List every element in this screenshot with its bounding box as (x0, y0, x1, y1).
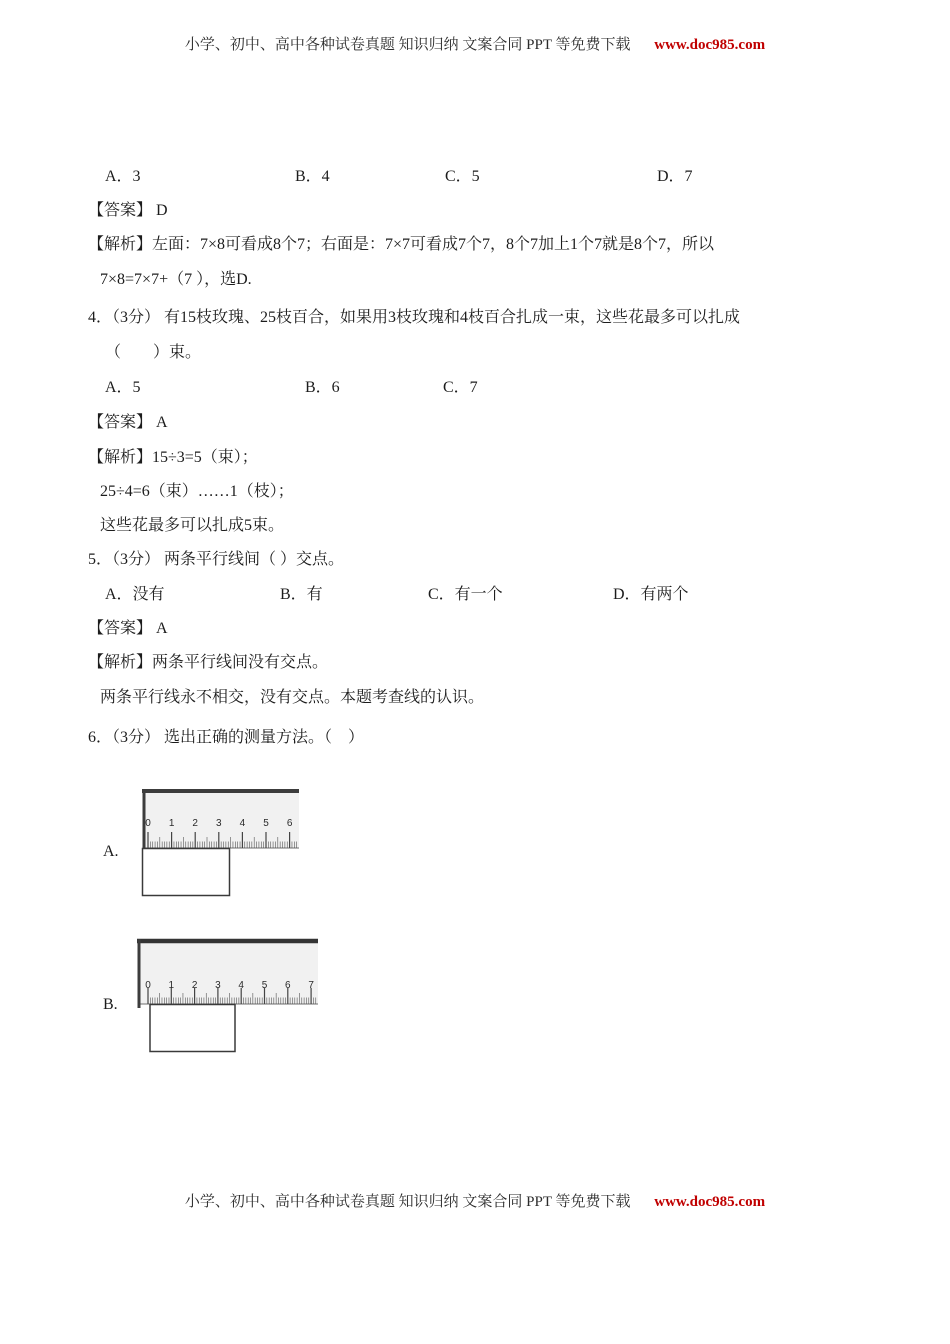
q4-options-row (88, 376, 862, 400)
footer-text: 小学、初中、高中各种试卷真题 知识归纳 文案合同 PPT 等免费下载 (184, 1194, 631, 1210)
q3-analysis-1: 【解析】左面：7×8可看成8个7；右面是：7×7可看成7个7，8个7加上1个7就是8个7，所以 (88, 236, 715, 253)
footer-site-link[interactable]: www.doc985.com (654, 1194, 766, 1210)
svg-text:7: 7 (308, 980, 314, 991)
q4-option-a: A．5 (105, 379, 141, 396)
q6-figure-b (100, 936, 420, 1061)
q4-analysis-1: 【解析】15÷3=5（束）； (88, 449, 258, 466)
header-site-link[interactable]: www.doc985.com (654, 37, 766, 53)
q3-option-a: A．3 (105, 168, 141, 185)
q3-option-d: D．7 (657, 168, 693, 185)
q4-stem-line-2: （ ）束。 (105, 344, 202, 361)
q6-figure-a (100, 785, 420, 905)
q5-option-b: B．有 (280, 586, 323, 603)
q6-figure-a-label: A. (103, 843, 119, 860)
page-header (0, 33, 950, 54)
q5-answer: 【答案】 A (88, 620, 168, 637)
q4-stem-line-1: 4．（3分） 有15枝玫瑰、25枝百合，如果用3枝玫瑰和4枝百合扎成一束，这些花最多可以扎成 (88, 309, 741, 326)
svg-text:2: 2 (192, 818, 198, 829)
svg-text:1: 1 (168, 818, 175, 829)
q5-option-a: A．没有 (105, 586, 165, 603)
q3-answer: 【答案】 D (88, 202, 168, 219)
q4-option-b: B．6 (305, 379, 340, 396)
svg-text:0: 0 (145, 818, 151, 829)
page-footer (0, 1190, 950, 1211)
q3-option-b: B．4 (295, 168, 330, 185)
q3-analysis-2: 7×8=7×7+（7 ），选D. (100, 271, 252, 288)
svg-text:2: 2 (191, 980, 198, 991)
q4-option-c: C．7 (443, 379, 478, 396)
svg-text:0: 0 (145, 980, 151, 991)
svg-text:4: 4 (238, 980, 244, 991)
svg-text:1: 1 (168, 980, 175, 991)
ruler-a-image (140, 785, 340, 900)
q5-option-d: D．有两个 (613, 586, 689, 603)
svg-text:5: 5 (263, 818, 269, 829)
q4-analysis-2: 25÷4=6（束）……1（枝）； (100, 483, 294, 500)
q3-option-c: C．5 (445, 168, 480, 185)
svg-text:5: 5 (261, 980, 268, 991)
q3-options-row (88, 165, 862, 189)
q5-options-row (88, 583, 862, 607)
q5-analysis-2: 两条平行线永不相交，没有交点。本题考查线的认识。 (100, 689, 485, 706)
svg-text:6: 6 (285, 980, 291, 991)
ruler-b-image (133, 936, 328, 1056)
svg-text:4: 4 (239, 818, 246, 829)
svg-text:6: 6 (286, 818, 293, 829)
q5-option-c: C．有一个 (428, 586, 503, 603)
svg-text:3: 3 (216, 818, 222, 829)
q5-stem: 5．（3分） 两条平行线间（ ）交点。 (88, 551, 345, 568)
header-text: 小学、初中、高中各种试卷真题 知识归纳 文案合同 PPT 等免费下载 (184, 37, 631, 53)
q5-analysis-1: 【解析】两条平行线间没有交点。 (88, 654, 329, 671)
svg-text:3: 3 (215, 980, 221, 991)
q6-stem: 6．（3分） 选出正确的测量方法。（ ） (88, 729, 365, 746)
q4-analysis-3: 这些花最多可以扎成5束。 (100, 517, 285, 534)
q4-answer: 【答案】 A (88, 414, 168, 431)
q6-figure-b-label: B. (103, 996, 118, 1013)
